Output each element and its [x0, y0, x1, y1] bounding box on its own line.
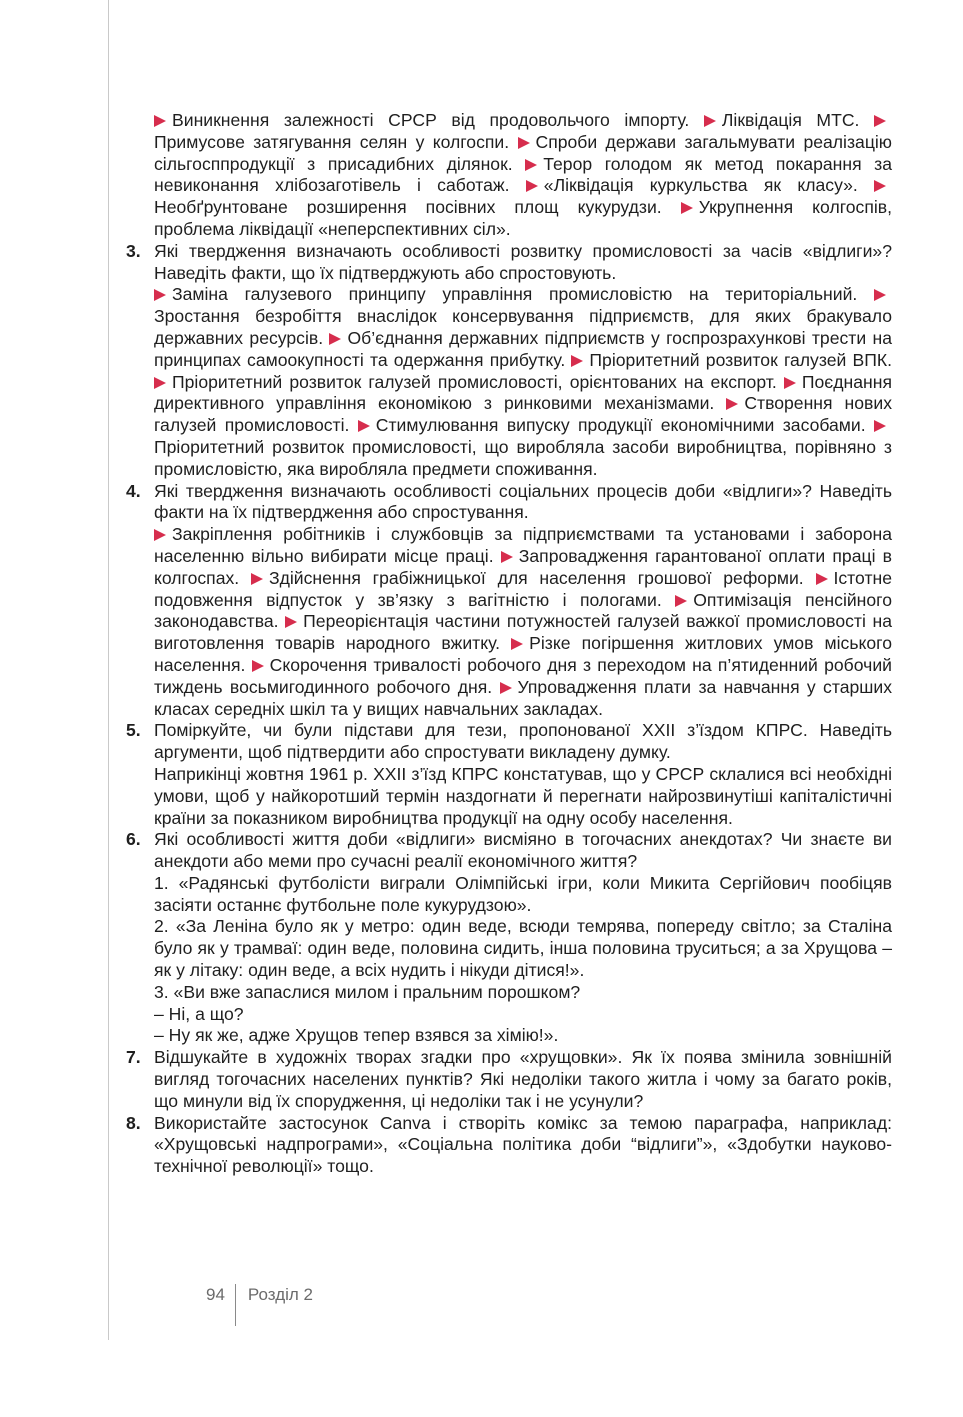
red-triangle-bullet-icon: [874, 289, 886, 301]
quoted-thesis: Наприкінці жовтня 1961 р. XXII з’їзд КПРС констатував, що у СРСР склалися всі необхідні умови, щоб у найкоротший термін наздогнати й перегнати найрозвинутіші капіталістичні країни за показником виробництва продукції на одну особу населення.: [154, 763, 892, 828]
joke-3-line-2: – Ні, а що?: [154, 1003, 244, 1024]
red-triangle-bullet-icon: [526, 180, 538, 192]
question-7: [126, 1047, 892, 1112]
question-8: [126, 1113, 892, 1178]
red-triangle-bullet-icon: [154, 289, 166, 301]
question-number: 5.: [126, 720, 141, 741]
question-6: [126, 829, 892, 1047]
answer-item: Необґрунтоване розширення посівних площ кукурудзи.: [154, 175, 892, 217]
question-number: 7.: [126, 1047, 141, 1068]
red-triangle-bullet-icon: [154, 115, 166, 127]
answer-item: Спроби держави загальмувати реалізацію сільгосппродукції з присадибних ділянок.: [154, 131, 893, 174]
page-footer: [206, 1284, 313, 1326]
red-triangle-bullet-icon: [511, 638, 523, 650]
red-triangle-bullet-icon: [501, 551, 513, 563]
answer-item: Виникнення залежності СРСР від продовольчого імпорту.: [154, 110, 689, 130]
page-number: 94: [206, 1285, 225, 1304]
question-text: Які твердження визначають особливості розвитку промисловості за часів «відлиги»? Наведіть факти, що їх підтверджують або спростовують.: [154, 240, 892, 283]
joke-2: 2. «За Леніна було як у метро: один веде, всюди темрява, попереду світло; за Сталіна було як у трамваї: один веде, половина сидить, інша половина труситься; а за Хрущова – як у літаку: один веде, а всіх нудить і нікуди дітися!».: [154, 916, 892, 981]
joke-3-line-1: 3. «Ви вже запаслися милом і пральним порошком?: [154, 981, 581, 1002]
red-triangle-bullet-icon: [518, 137, 530, 149]
red-triangle-bullet-icon: [704, 115, 716, 127]
question-answers: Заміна галузевого принципу управління промисловістю на територіальний. Зростання безробіття внаслідок консервування підприємств, для яких бракувало державних ресурсів. Об’єднання державних підприємств у госпрозрахункові трести на принципах самоокупності та одержання прибутку. Пріоритетний розвиток галузей ВПК. Пріоритетний розвиток галузей промисловості, орієнтованих на експорт. Поєднання директивного управління економікою з ринковими механізмами. Створення нових галузей промисловості. Стимулювання випуску продукції економічними засобами. Пріоритетний розвиток промисловості, що виробляла засоби виробництва, порівняно з промисловістю, яка виробляла предмети споживання.: [154, 284, 893, 479]
answer-item: Терор голодом як метод покарання за невиконання хлібозаготівель і саботаж.: [154, 153, 893, 196]
red-triangle-bullet-icon: [874, 115, 886, 127]
red-triangle-bullet-icon: [784, 377, 796, 389]
red-triangle-bullet-icon: [675, 595, 687, 607]
question-number: 8.: [126, 1112, 141, 1133]
question-number: 4.: [126, 480, 141, 501]
joke-3-line-3: – Ну як же, адже Хрущов тепер взявся за хімію!».: [154, 1025, 559, 1046]
red-triangle-bullet-icon: [525, 159, 537, 171]
red-triangle-bullet-icon: [874, 180, 886, 192]
red-triangle-bullet-icon: [726, 398, 738, 410]
red-triangle-bullet-icon: [285, 616, 297, 628]
red-triangle-bullet-icon: [500, 682, 512, 694]
red-triangle-bullet-icon: [358, 420, 370, 432]
question-text: Які особливості життя доби «відлиги» висміяно в тогочасних анекдотах? Чи знаєте ви анекдоти або меми про сучасні реалії економічного життя?: [154, 829, 892, 872]
question-text: Які твердження визначають особливості соціальних процесів доби «відлиги»? Наведіть факти на їх підтвердження або спростування.: [154, 480, 892, 523]
page-margin-rule: [108, 0, 109, 1340]
red-triangle-bullet-icon: [816, 573, 828, 585]
question-answers: Закріплення робітників і службовців за підприємствами та установами і заборона населенню вільно вибирати місце праці. Запровадження гарантованої оплати праці в колгоспах. Здійснення грабіжницької для населення грошової реформи. Істотне подовження відпусток у зв’язку з вагітністю і пологами. Оптимізація пенсійного законодавства. Переорієнтація частини потужностей галузей важкої промисловості на виготовлення товарів народного вжитку. Різке погіршення житлових умов міського населення. Скорочення тривалості робочого дня з переходом на п’ятиденний робочий тиждень восьмигодинного робочого дня. Упровадження плати за навчання у старших класах середніх шкіл та у вищих навчальних закладах.: [154, 524, 893, 719]
red-triangle-bullet-icon: [329, 333, 341, 345]
answer-item: Ліквідація МТС.: [704, 110, 860, 130]
question-number: 3.: [126, 240, 141, 261]
question-4: [126, 481, 892, 721]
section-label: Розділ 2: [247, 1285, 313, 1304]
red-triangle-bullet-icon: [154, 377, 166, 389]
red-triangle-bullet-icon: [251, 573, 263, 585]
question-text: Використайте застосунок Canva і створіть комікс за темою параграфа, наприклад: «Хрущовські надпрограми», «Соціальна політика доби “відлиги”», «Здобутки науково-технічної революції» тощо.: [154, 1112, 892, 1177]
footer-divider: [235, 1284, 236, 1326]
joke-1: 1. «Радянські футболісти виграли Олімпійські ігри, коли Микита Сергійович пообіцяв засіяти останнє футбольне поле кукурудзою».: [154, 872, 892, 915]
red-triangle-bullet-icon: [154, 529, 166, 541]
red-triangle-bullet-icon: [874, 420, 886, 432]
red-triangle-bullet-icon: [681, 202, 693, 214]
question-3: [126, 241, 892, 481]
red-triangle-bullet-icon: [252, 660, 264, 672]
question-text: Поміркуйте, чи були підстави для тези, пропонованої XXII з’їздом КПРС. Наведіть аргументи, щоб підтвердити або спростувати викладену думку.: [154, 720, 892, 763]
intro-answers: [126, 110, 892, 241]
page-content: [126, 110, 892, 1178]
question-number: 6.: [126, 829, 141, 850]
question-5: [126, 720, 892, 829]
answer-item: Примусове затягування селян у колгоспи.: [154, 110, 892, 152]
answer-item: «Ліквідація куркульства як класу».: [526, 175, 858, 195]
answer-item: Укрупнення колгоспів, проблема ліквідації «неперспективних сіл».: [154, 197, 893, 239]
question-text: Відшукайте в художніх творах згадки про «хрущовки». Як їх поява змінила зовнішній вигляд тогочасних населених пунктів? Які недоліки такого житла і чому за багато років, що минули від їх спорудження, ці недоліки так і не усунули?: [154, 1047, 892, 1111]
red-triangle-bullet-icon: [571, 355, 583, 367]
